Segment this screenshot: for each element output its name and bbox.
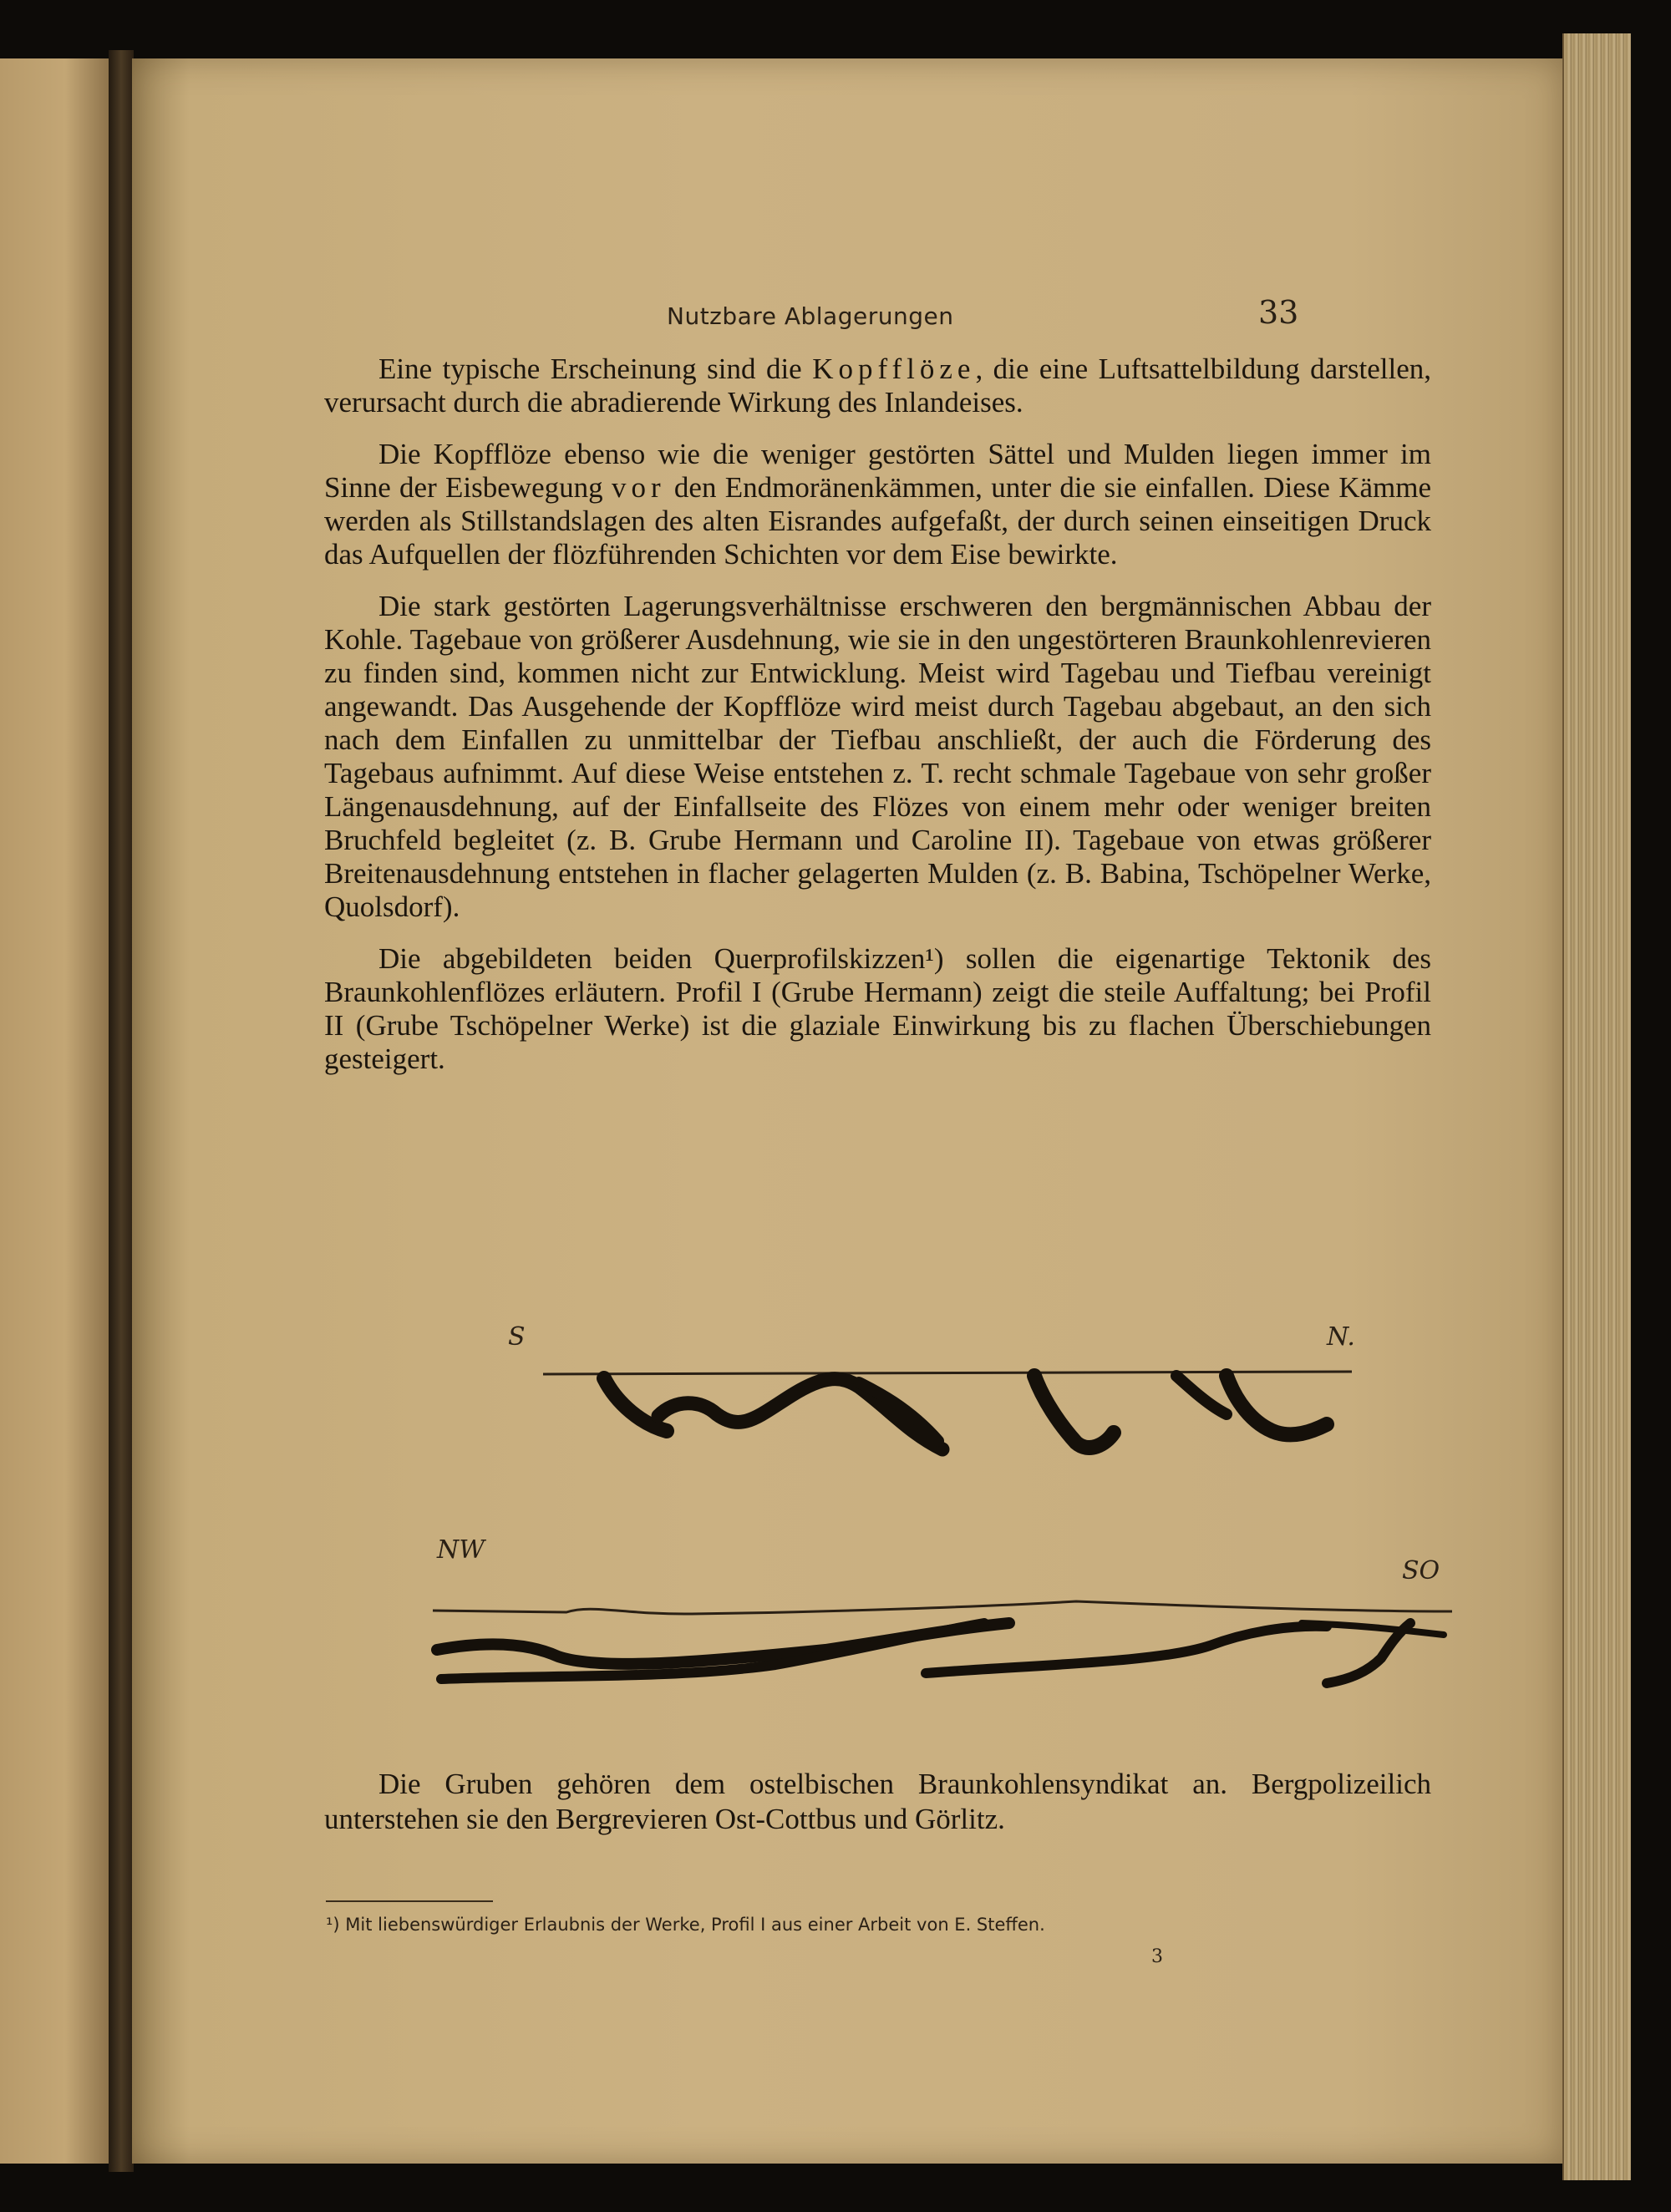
term-kopffloeze: Kopfflöze <box>812 353 976 385</box>
paragraph-2-end: den Endmoränenkämmen, unter die sie einfallen. Diese Kämme werden als Stillstandslagen des alten Eisrandes aufgefaßt, der durch seinen einseitigen Druck das Aufquellen der flözführenden Schichten vor dem Eise bewirkte. <box>324 471 1432 571</box>
paragraph-1-end: , die eine Luftsattelbildung darstellen, verursacht durch die abradierende Wirkung des Inlandeises. <box>324 353 1431 419</box>
closing-text <box>324 1767 1431 1837</box>
running-title: Nutzbare Ablagerungen <box>667 302 954 330</box>
signature-mark: 3 <box>1151 1946 1163 1967</box>
book-page <box>132 58 1562 2164</box>
profile-sketch-2 <box>324 1525 1494 1708</box>
paragraph-4: Die abgebildeten beiden Querprofilskizzen¹) sollen die eigenartige Tektonik des Braunkohlenflözes erläutern. Profil I (Grube Hermann) zeigt die steile Auffaltung; bei Profil II (Grube Tschöpelner Werke) ist die glaziale Einwirkung bis zu flachen Überschiebungen gesteigert. <box>324 942 1431 1075</box>
footnote: ¹) Mit liebenswürdiger Erlaubnis der Werke, Profil I aus einer Arbeit von E. Steffen. <box>326 1915 1045 1935</box>
paragraph-3: Die stark gestörten Lagerungsverhältnisse erschweren den bergmännischen Abbau der Kohle. Tagebaue von größerer Ausdehnung, wie sie in den ungestörteren Braunkohlenrevieren zu finden sind, kommen nicht zur Entwicklung. Meist wird Tagebau und Tiefbau vereinigt angewandt. Das Ausgehende der Kopfflöze wird meist durch Tagebau abgebaut, an den sich nach dem Einfallen zu unmittelbar der Tiefbau anschließt, der auch die Förderung des Tagebaus aufnimmt. Auf diese Weise entstehen z. T. recht schmale Tagebaue von sehr großer Längenausdehnung, auf der Einfallseite des Flözes von einem mehr oder weniger breiten Bruchfeld begleitet (z. B. Grube Hermann und Caroline II). Tagebaue von etwas größerer Breitenausdehnung entstehen in flacher gelagerten Mulden (z. B. Babina, Tschöpelner Werke, Quolsdorf). <box>324 590 1431 923</box>
left-page-edge <box>0 58 109 2164</box>
label-southeast: SO <box>1402 1556 1440 1585</box>
label-northwest: NW <box>437 1535 485 1565</box>
seam-profile-2 <box>437 1623 1444 1683</box>
book-gutter <box>109 50 134 2172</box>
seam-profile-1 <box>604 1376 1327 1449</box>
term-vor: vor <box>611 471 666 504</box>
body-text <box>324 353 1431 1094</box>
page-edges <box>1562 33 1631 2180</box>
paragraph-1-start: Eine typische Erscheinung sind die <box>378 353 813 385</box>
footnote-rule <box>326 1900 493 1902</box>
paragraph-2-start: Die Kopfflöze ebenso wie die weniger gestörten Sättel und Mulden liegen immer im Sinne der Eisbewegung <box>324 438 1431 504</box>
paragraph-1 <box>324 353 1431 419</box>
profile-sketch-1 <box>324 1307 1494 1474</box>
surface-line-2 <box>433 1601 1452 1614</box>
label-south: S <box>508 1322 526 1352</box>
paragraph-2 <box>324 438 1431 571</box>
paragraph-5: Die Gruben gehören dem ostelbischen Braunkohlensyndikat an. Bergpolizeilich unterstehen sie den Bergrevieren Ost-Cottbus und Görlitz. <box>324 1768 1431 1835</box>
page-number: 33 <box>1258 294 1299 331</box>
label-north: N. <box>1327 1322 1355 1352</box>
